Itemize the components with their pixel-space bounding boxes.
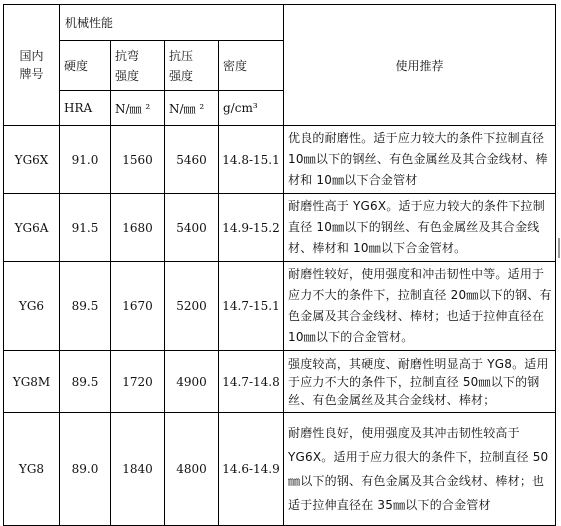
header-brand: 国内 牌号 (4, 5, 60, 126)
compressive-strength-value: 5200 (165, 262, 219, 351)
hardness-value: 89.0 (60, 413, 111, 526)
compressive-strength-value: 5400 (165, 194, 219, 262)
scrollbar-marker[interactable] (558, 238, 560, 258)
compressive-strength-value: 4800 (165, 413, 219, 526)
header-hardness: 硬度 (60, 41, 111, 91)
hardness-value: 91.5 (60, 194, 111, 262)
unit-hardness: HRA (60, 91, 111, 126)
document-page (3, 4, 555, 520)
header-bending-strength: 抗弯 强度 (111, 41, 165, 91)
header-row-group (4, 5, 556, 41)
table-row (4, 351, 556, 413)
carbide-grade-table (3, 4, 556, 526)
header-compressive-strength: 抗压 强度 (165, 41, 219, 91)
bending-strength-value: 1840 (111, 413, 165, 526)
grade-name: YG6 (4, 262, 60, 351)
usage-text: 耐磨性较好，使用强度和冲击韧性中等。适用于应力不大的条件下，拉制直径 20㎜以下的钢、有色金属及其合金线材、棒材；也适于拉伸直径在 10㎜以下的合金管材。 (284, 262, 556, 351)
density-value: 14.9-15.2 (219, 194, 284, 262)
header-mechanical-properties: 机械性能 (60, 5, 284, 41)
density-value: 14.7-14.8 (219, 351, 284, 413)
header-usage: 使用推荐 (284, 5, 556, 126)
table-row (4, 126, 556, 194)
bending-strength-value: 1720 (111, 351, 165, 413)
hardness-value: 89.5 (60, 262, 111, 351)
table-row (4, 413, 556, 526)
compressive-strength-value: 5460 (165, 126, 219, 194)
grade-name: YG6X (4, 126, 60, 194)
density-value: 14.6-14.9 (219, 413, 284, 526)
density-value: 14.7-15.1 (219, 262, 284, 351)
grade-name: YG6A (4, 194, 60, 262)
compressive-strength-value: 4900 (165, 351, 219, 413)
table-row (4, 194, 556, 262)
usage-text: 耐磨性高于 YG6X。适于应力较大的条件下拉制直径 10㎜以下的钢丝、有色金属丝及其合金线材、棒材和 10㎜以下合金管材。 (284, 194, 556, 262)
hardness-value: 91.0 (60, 126, 111, 194)
grade-name: YG8M (4, 351, 60, 413)
bending-strength-value: 1670 (111, 262, 165, 351)
unit-compressive-strength: N/㎜ ² (165, 91, 219, 126)
density-value: 14.8-15.1 (219, 126, 284, 194)
unit-bending-strength: N/㎜ ² (111, 91, 165, 126)
usage-text: 优良的耐磨性。适于应力较大的条件下拉制直径 10㎜以下的钢丝、有色金属丝及其合金线材、棒材和 10㎜以下合金管材 (284, 126, 556, 194)
hardness-value: 89.5 (60, 351, 111, 413)
usage-text: 耐磨性良好，使用强度及其冲击韧性较高于 YG6X。适用于应力很大的条件下，拉制直径 50㎜以下的钢、有色金属及其合金线材、棒材；也适于拉伸直径在 35㎜以下的合金管材 (284, 413, 556, 526)
usage-text: 强度较高，其硬度、耐磨性明显高于 YG8。适用于应力不大的条件下，拉制直径 50㎜以下的钢丝、有色金属丝及其合金线材、棒材； (284, 351, 556, 413)
table-row (4, 262, 556, 351)
grade-name: YG8 (4, 413, 60, 526)
bending-strength-value: 1680 (111, 194, 165, 262)
bending-strength-value: 1560 (111, 126, 165, 194)
unit-density: g/cm³ (219, 91, 284, 126)
header-density: 密度 (219, 41, 284, 91)
